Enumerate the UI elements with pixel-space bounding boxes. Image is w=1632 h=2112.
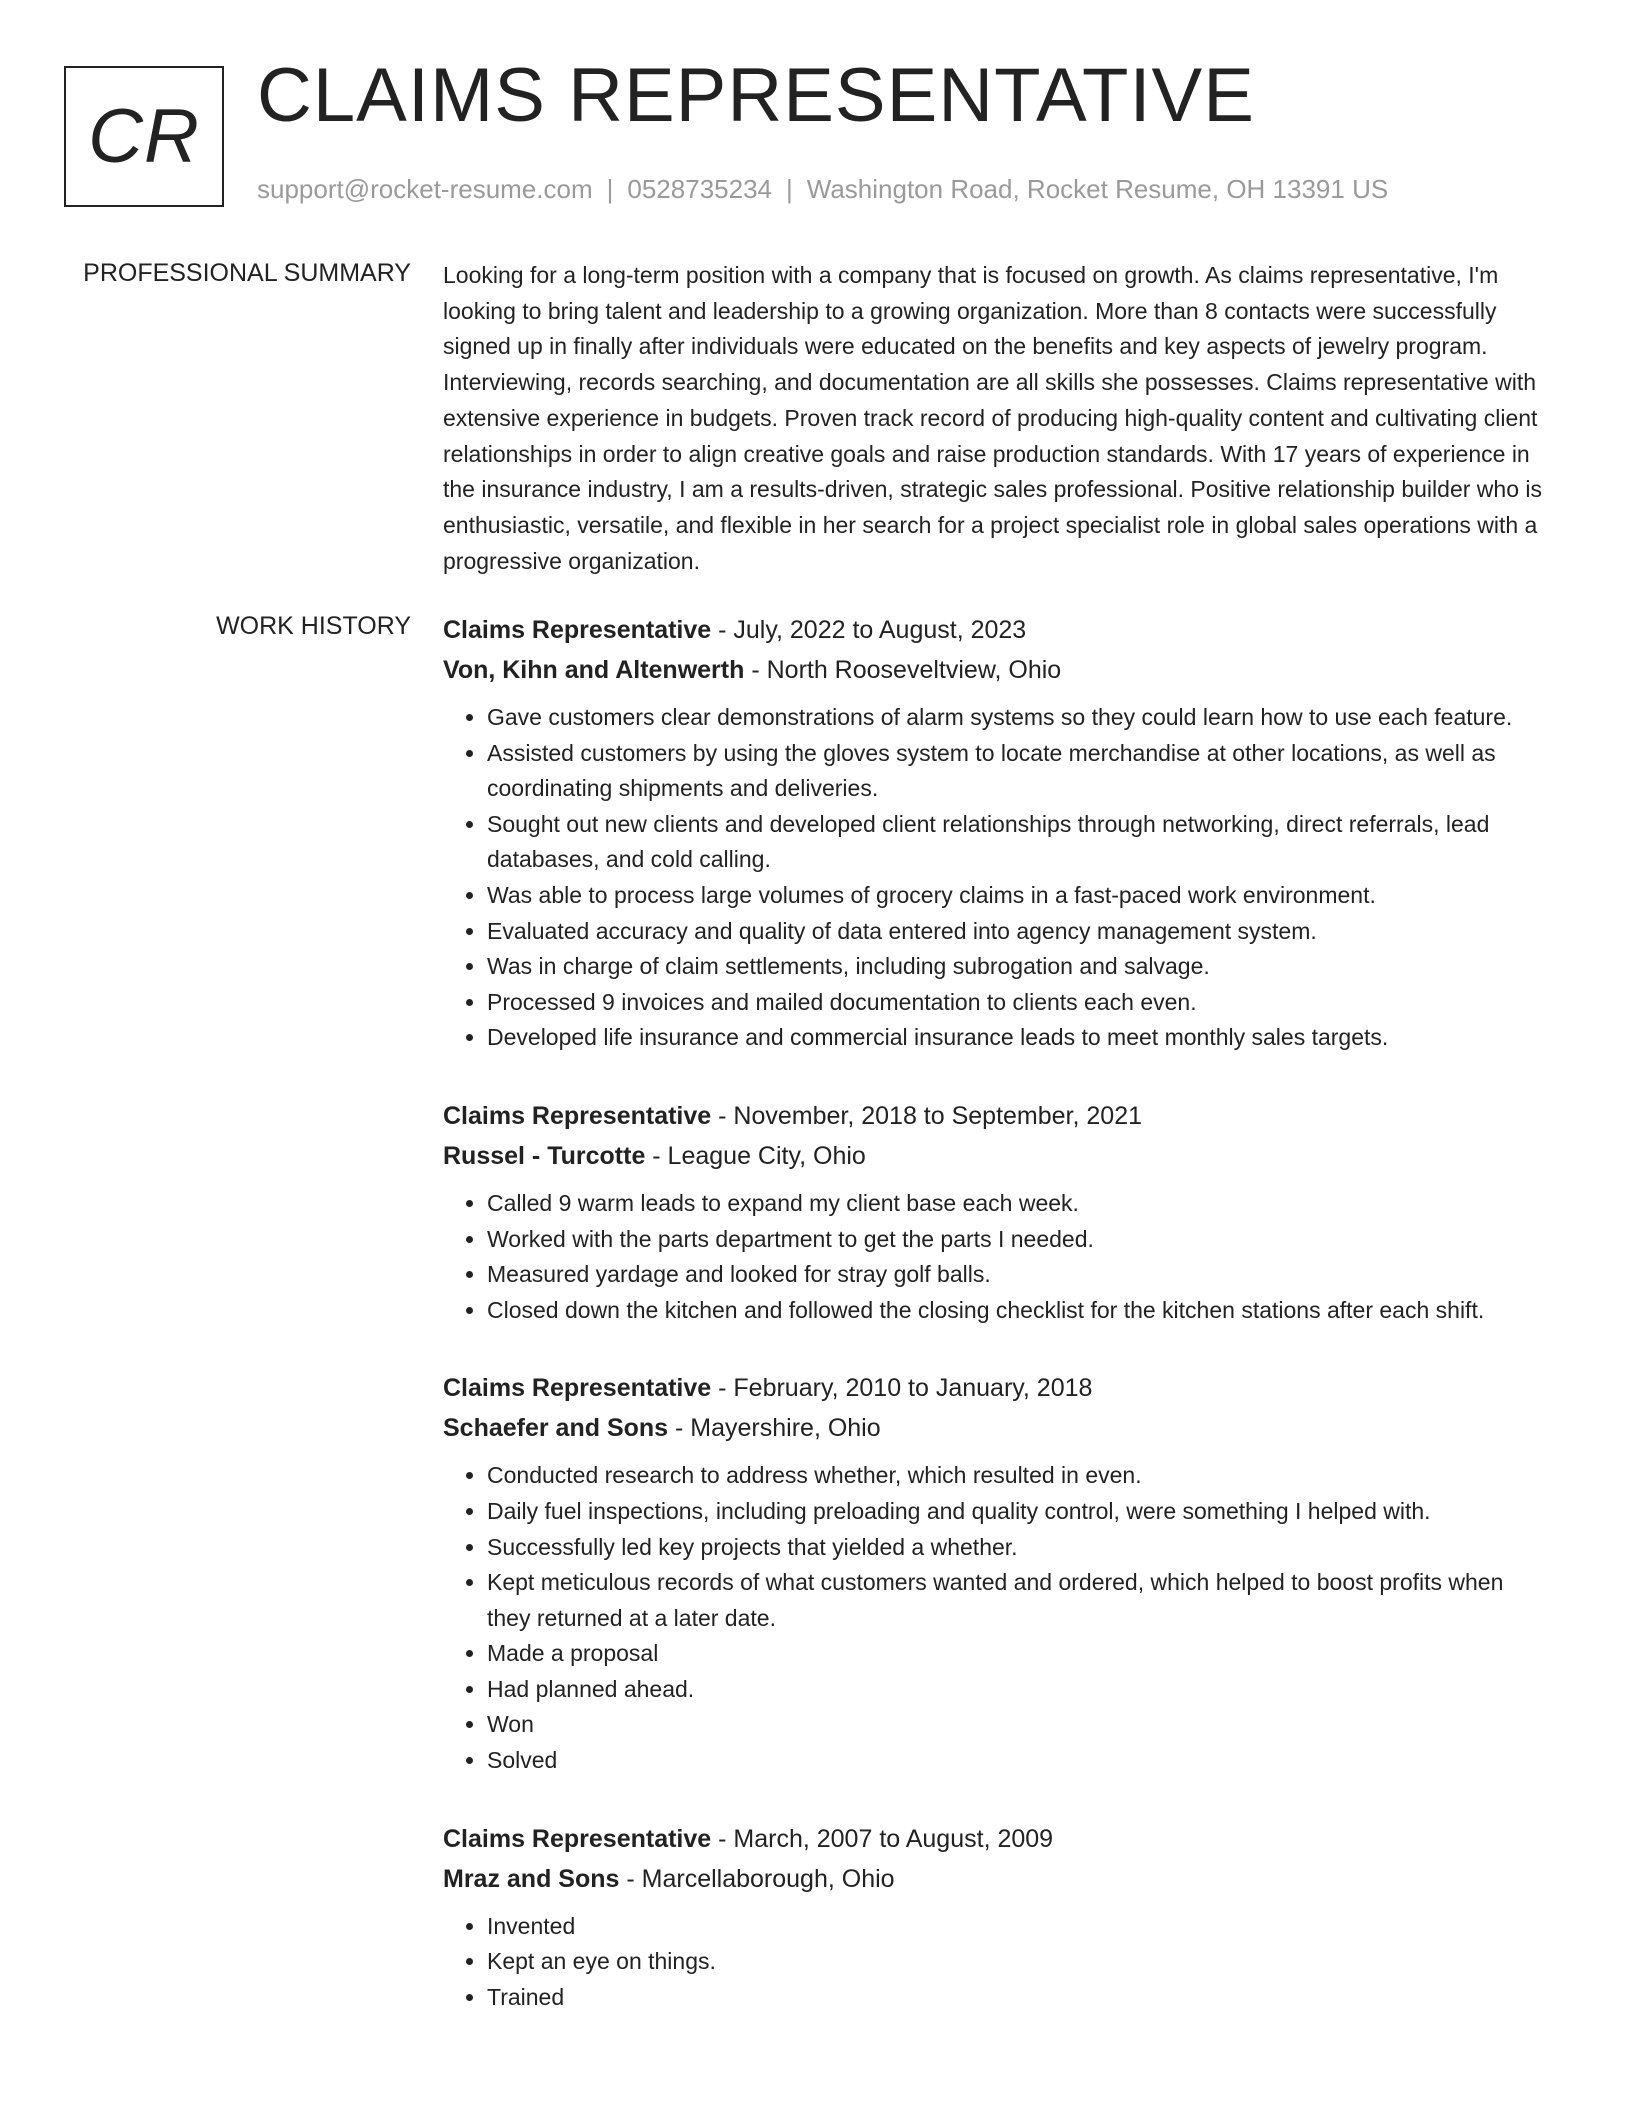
- job-title: Claims Representative: [443, 616, 712, 644]
- job-bullet: • Developed life insurance and commercial insurance leads to meet monthly sales targets.: [487, 1020, 1553, 1056]
- section-label-summary: PROFESSIONAL SUMMARY: [83, 259, 411, 287]
- job-bullet: • Invented: [487, 1909, 1553, 1945]
- work-history-list: [443, 610, 1553, 2055]
- job-bullet: • Made a proposal: [487, 1636, 1553, 1672]
- job-entry: [443, 1819, 1553, 2016]
- contact-email: support@rocket-resume.com: [257, 174, 593, 204]
- job-dates: - July, 2022 to August, 2023: [711, 616, 1027, 644]
- job-bullet: • Worked with the parts department to get the parts I needed.: [487, 1222, 1553, 1258]
- job-title-line: [443, 1368, 1553, 1408]
- job-bullet: • Kept an eye on things.: [487, 1944, 1553, 1980]
- job-bullet: • Trained: [487, 1980, 1553, 2016]
- job-title-line: [443, 1819, 1553, 1859]
- contact-line: [257, 174, 1388, 205]
- job-company-line: [443, 1859, 1553, 1899]
- summary-text: Looking for a long-term position with a company that is focused on growth. As claims representative, I'm looking to bring talent and leadership to a growing organization. More than 8 contacts were successfully signed up in finally after individuals were educated on the benefits and key aspects of jewelry program. Interviewing, records searching, and documentation are all skills she possesses. Claims representative with extensive experience in budgets. Proven track record of producing high-quality content and cultivating client relationships in order to align creative goals and raise production standards. With 17 years of experience in the insurance industry, I am a results-driven, strategic sales professional. Positive relationship builder who is enthusiastic, versatile, and flexible in her search for a project specialist role in global sales operations with a progressive organization.: [443, 262, 1542, 574]
- section-label-work-history: WORK HISTORY: [216, 612, 411, 640]
- job-bullet: • Gave customers clear demonstrations of alarm systems so they could learn how to use each feature.: [487, 700, 1553, 736]
- job-location: - Marcellaborough, Ohio: [619, 1864, 895, 1893]
- job-bullet: • Processed 9 invoices and mailed documentation to clients each even.: [487, 985, 1553, 1021]
- job-company-line: [443, 1408, 1553, 1448]
- job-bullet: • Conducted research to address whether, which resulted in even.: [487, 1458, 1553, 1494]
- job-bullet: • Sought out new clients and developed client relationships through networking, direct referrals, lead databases, and cold calling.: [487, 807, 1553, 878]
- job-bullets: [443, 1458, 1553, 1778]
- job-bullet: • Was in charge of claim settlements, including subrogation and salvage.: [487, 949, 1553, 985]
- job-title: Claims Representative: [443, 1101, 712, 1130]
- job-company: Von, Kihn and Altenwerth: [443, 656, 745, 684]
- contact-separator: |: [786, 174, 793, 204]
- job-dates: - February, 2010 to January, 2018: [711, 1374, 1093, 1403]
- job-bullet: • Assisted customers by using the gloves system to locate merchandise at other locations, as well as coordinating shipments and deliveries.: [487, 736, 1553, 807]
- contact-separator: |: [606, 174, 614, 204]
- job-bullet: • Solved: [487, 1743, 1553, 1779]
- job-bullet: • Won: [487, 1707, 1553, 1743]
- job-bullet: • Daily fuel inspections, including preloading and quality control, were something I helped with.: [487, 1494, 1553, 1530]
- job-dates: - March, 2007 to August, 2009: [711, 1824, 1054, 1853]
- job-entry: [443, 610, 1553, 1056]
- resume-title: CLAIMS REPRESENTATIVE: [257, 53, 1255, 138]
- job-bullet: • Kept meticulous records of what customers wanted and ordered, which helped to boost profits when they returned at a later date.: [487, 1565, 1553, 1636]
- job-bullets: [443, 700, 1553, 1056]
- job-bullet: • Closed down the kitchen and followed the closing checklist for the kitchen stations after each shift.: [487, 1293, 1553, 1329]
- job-entry: [443, 1368, 1553, 1778]
- job-title-line: [443, 610, 1553, 650]
- job-location: - North Rooseveltview, Ohio: [744, 656, 1062, 684]
- job-entry: [443, 1096, 1553, 1328]
- job-dates: - November, 2018 to September, 2021: [711, 1101, 1143, 1130]
- monogram-initials: CR: [88, 94, 200, 179]
- job-bullet: • Evaluated accuracy and quality of data entered into agency management system.: [487, 914, 1553, 950]
- job-bullets: [443, 1186, 1553, 1328]
- job-bullet: • Had planned ahead.: [487, 1672, 1553, 1708]
- job-bullet: • Was able to process large volumes of grocery claims in a fast-paced work environment.: [487, 878, 1553, 914]
- contact-phone: 0528735234: [627, 174, 772, 204]
- job-bullet: • Measured yardage and looked for stray golf balls.: [487, 1257, 1553, 1293]
- job-company-line: [443, 1136, 1553, 1176]
- contact-address: Washington Road, Rocket Resume, OH 13391 US: [806, 174, 1389, 204]
- job-title-line: [443, 1096, 1553, 1136]
- monogram-box: [64, 66, 224, 207]
- job-company: Russel - Turcotte: [443, 1141, 646, 1170]
- job-bullets: [443, 1909, 1553, 2016]
- job-company: Mraz and Sons: [443, 1864, 620, 1893]
- job-bullet: • Called 9 warm leads to expand my client base each week.: [487, 1186, 1553, 1222]
- job-bullet: • Successfully led key projects that yielded a whether.: [487, 1530, 1553, 1566]
- job-title: Claims Representative: [443, 1374, 712, 1403]
- job-location: - League City, Ohio: [645, 1141, 866, 1170]
- job-title: Claims Representative: [443, 1824, 712, 1853]
- job-location: - Mayershire, Ohio: [668, 1414, 881, 1443]
- job-company-line: [443, 650, 1553, 690]
- job-company: Schaefer and Sons: [443, 1414, 669, 1443]
